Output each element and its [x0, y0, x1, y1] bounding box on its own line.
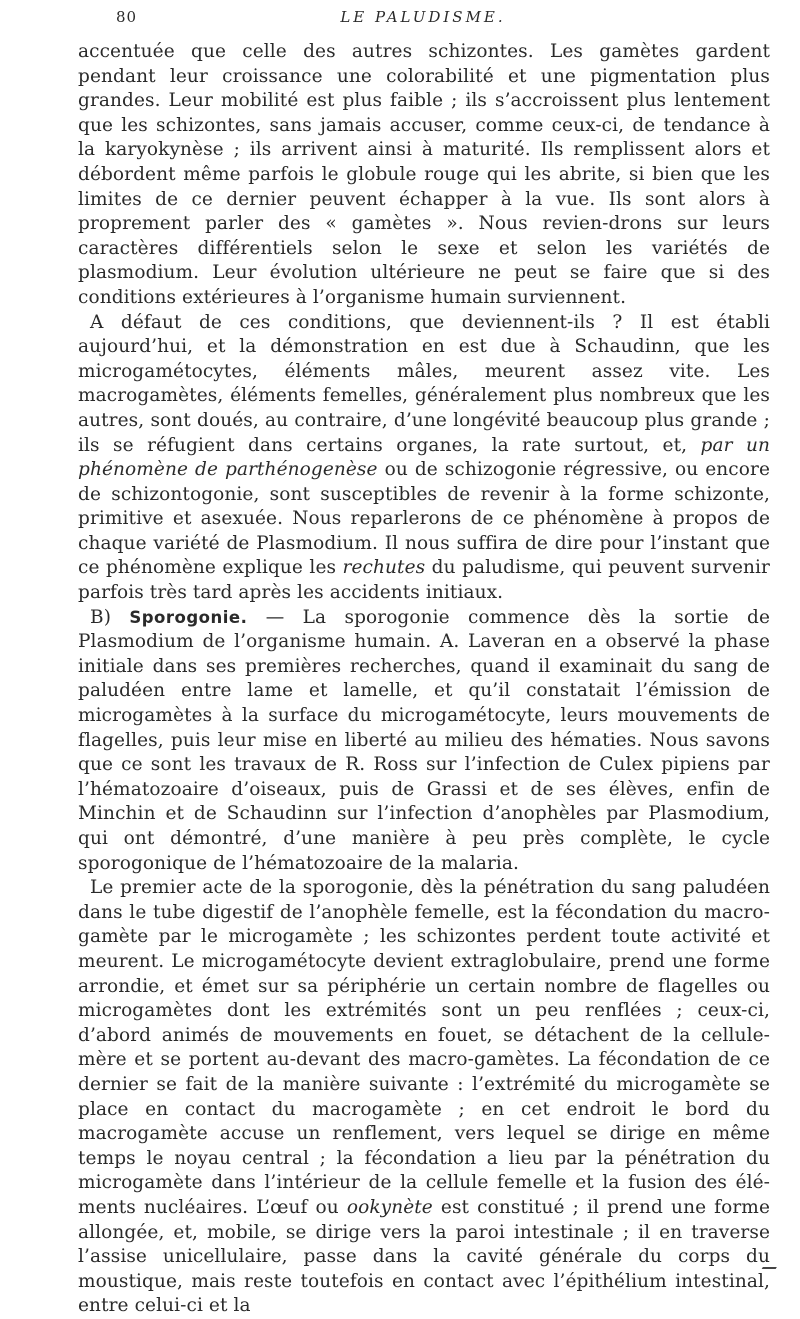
paragraph — [78, 606, 770, 877]
italic-phrase: rechutes — [342, 557, 426, 579]
text-run: A défaut de ces conditions, que deviennent-ils ? Il est établi aujourd’hui, et la démonstration en est due à Schaudinn, que les microgamétocytes, éléments mâles, meurent assez vite. Les macrogamètes, éléments femelles, généralement plus nombreux que les autres, sont doués, au contraire, d’une longévité beaucoup plus grande ; ils se réfugient dans certains organes, la rate surtout, et, — [78, 311, 770, 456]
text-run: ou de schizogonie régressive, ou encore de schizontogonie, sont susceptibles de revenir à la forme schizonte, primitive et asexuée. Nous reparlerons de ce phénomène à propos de chaque variété de Plasmodium. Il nous suffira de dire pour l’instant que ce phénomène explique les — [78, 459, 770, 579]
text-run: — La sporogonie commence dès la sortie de Plasmodium de l’organisme humain. A. Laveran en a observé la phase initiale dans ses premières recherches, quand il examinait du sang de paludéen entre lame et lamelle, et qu’il constatait l’émission de microgamètes à la surface du microgamétocyte, leurs mouvements de flagelles, puis leur mise en liberté au milieu des hématies. Nous savons que ce sont les travaux de R. Ross sur l’infection de Culex pipiens par l’hématozoaire d’oiseaux, puis de Grassi et de ses élèves, enfin de Minchin et de Schaudinn sur l’infection d’anophèles par Plasmodium, qui ont démontré, d’une manière à peu près complète, le cycle sporogonique de l’hématozoaire de la malaria. — [78, 606, 770, 874]
text-run: est constitué ; il prend une forme allongée, et, mobile, se dirige vers la paroi intestinale ; il en traverse l’assise unicellulaire, passe dans la cavité générale du corps du moustique, mais reste toutefois en contact avec l’épithélium intestinal, entre celui-ci et la — [78, 1196, 771, 1317]
text-run: Le premier acte de la sporogonie, dès la pénétration du sang paludéen dans le tube digestif de l’anophèle femelle, est la fécondation du macro-gamète par le microgamète ; les schizontes perdent toute activité et meurent. Le microgamétocyte devient extraglobulaire, prend une forme arrondie, et émet sur sa périphérie un certain nombre de flagelles ou microgamètes dont les extrémités sont un peu renflées ; ceux-ci, d’abord animés de mouvements en fouet, se détachent de la cellule-mère et se portent au-devant des macro-gamètes. La fécondation de ce dernier se fait de la manière suivante : l’extrémité du microgamète se place en contact du macrogamète ; en cet endroit le bord du macrogamète accuse un renflement, vers lequel se dirige en même temps le noyau central ; la fécondation a lieu par la pénétration du microgamète dans l’intérieur de la cellule femelle et la fusion des élé-ments nucléaires. L’œuf ou — [78, 877, 770, 1218]
text-run: accentuée que celle des autres schizontes. Les gamètes gardent pendant leur croissance une colorabilité et une pigmentation plus grandes. Leur mobilité est plus faible ; ils s’accroissent plus lentement que les schizontes, sans jamais accuser, comme ceux-ci, de tendance à la karyokynèse ; ils arrivent ainsi à maturité. Ils remplissent alors et débordent même parfois le globule rouge qui les abrite, si bien que les limites de ce dernier peuvent échapper à la vue. Ils sont alors à proprement parler des « gamètes ». Nous revien-drons sur leurs caractères différentiels selon le sexe et selon les variétés de plasmodium. Leur évolution ultérieure ne peut se faire que si des conditions extérieures à l’organisme humain surviennent. — [78, 41, 770, 308]
page-corner-mark — [762, 1261, 781, 1269]
text-run: du paludisme, qui peuvent survenir parfois très tard après les accidents initiaux. — [78, 557, 770, 604]
running-title: LE PALUDISME. — [340, 8, 506, 26]
italic-phrase: par un phénomène de parthénogenèse — [78, 434, 770, 481]
section-heading: Sporogonie. — [129, 607, 248, 627]
paragraph — [78, 40, 770, 311]
paragraph — [78, 311, 770, 606]
italic-phrase: ookynète — [346, 1196, 433, 1218]
body-text — [78, 40, 770, 1319]
paragraph — [78, 876, 770, 1319]
page-number: 80 — [116, 8, 138, 26]
text-run: B) — [90, 606, 130, 628]
page-header — [78, 8, 768, 32]
